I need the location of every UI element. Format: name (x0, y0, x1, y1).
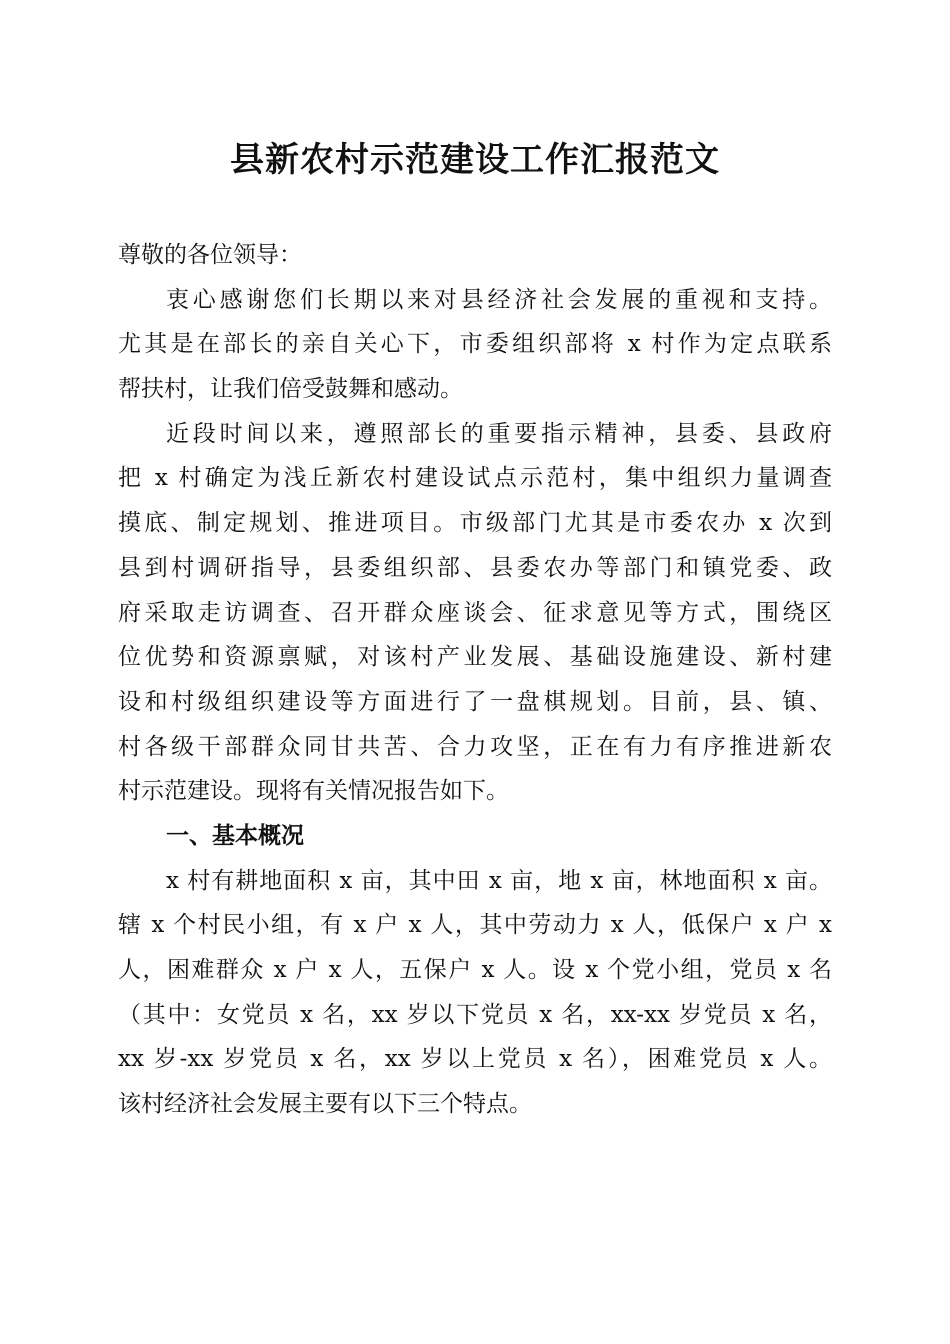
text-line: 摸底、制定规划、推进项目。市级部门尤其是市委农办 x 次到 (118, 510, 832, 537)
text-line: 位优势和资源禀赋，对该村产业发展、基础设施建设、新村建 (118, 644, 832, 671)
text-line: 村各级干部群众同甘共苦、合力攻坚，正在有力有序推进新农 (118, 733, 832, 760)
text-line: xx 岁-xx 岁党员 x 名，xx 岁以上党员 x 名），困难党员 x 人。 (118, 1046, 832, 1073)
text-line: 把 x 村确定为浅丘新农村建设试点示范村，集中组织力量调查 (118, 465, 832, 492)
text-line: 尊敬的各位领导： (118, 242, 302, 268)
document-title: 县新农村示范建设工作汇报范文 (230, 140, 720, 180)
text-line: 帮扶村，让我们倍受鼓舞和感动。 (118, 376, 463, 403)
paragraph (118, 859, 832, 1127)
paragraph (118, 412, 832, 814)
salutation (118, 233, 832, 278)
text-line: 近段时间以来，遵照部长的重要指示精神，县委、县政府 (166, 420, 832, 447)
document-body (118, 233, 832, 1127)
text-line: （其中：女党员 x 名，xx 岁以下党员 x 名，xx-xx 岁党员 x 名， (118, 1001, 832, 1028)
text-line: 府采取走访调查、召开群众座谈会、征求意见等方式，围绕区 (118, 599, 832, 626)
text-line: 衷心感谢您们长期以来对县经济社会发展的重视和支持。 (166, 286, 832, 313)
text-line: 村示范建设。现将有关情况报告如下。 (118, 778, 509, 805)
paragraph (118, 278, 832, 412)
section-heading (118, 814, 832, 859)
text-line: 一、基本概况 (166, 821, 304, 849)
text-line: 县到村调研指导，县委组织部、县委农办等部门和镇党委、政 (118, 554, 832, 581)
text-line: 该村经济社会发展主要有以下三个特点。 (118, 1091, 532, 1118)
text-line: 辖 x 个村民小组，有 x 户 x 人，其中劳动力 x 人，低保户 x 户 x (118, 912, 832, 939)
text-line: 设和村级组织建设等方面进行了一盘棋规划。目前，县、镇、 (118, 688, 832, 715)
text-line: 尤其是在部长的亲自关心下，市委组织部将 x 村作为定点联系 (118, 331, 832, 358)
text-line: 人，困难群众 x 户 x 人，五保户 x 人。设 x 个党小组，党员 x 名 (118, 957, 832, 983)
text-line: x 村有耕地面积 x 亩，其中田 x 亩，地 x 亩，林地面积 x 亩。 (166, 867, 832, 894)
